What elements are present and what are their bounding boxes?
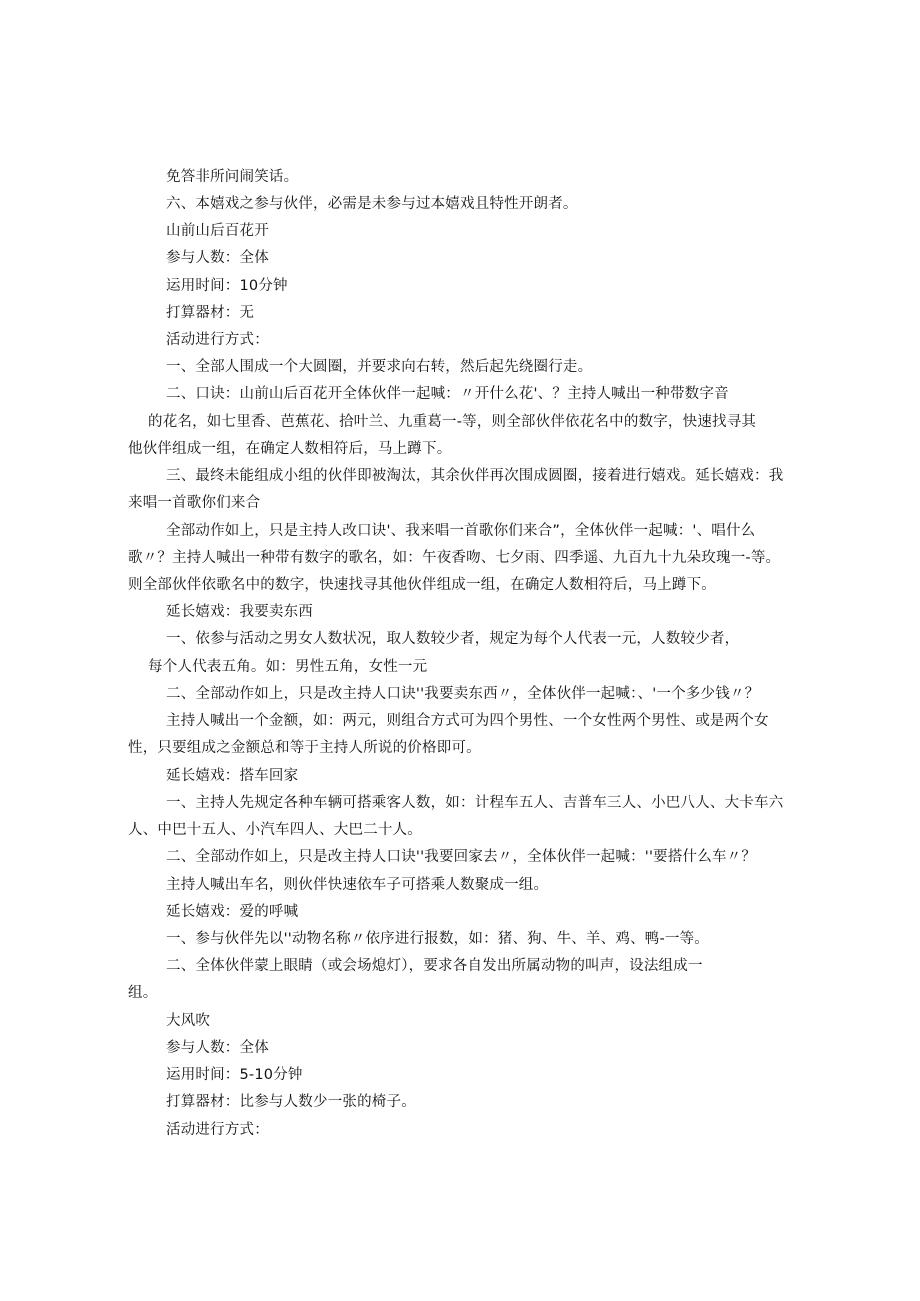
text-line: 一、参与伙伴先以''动物名称〃依序进行报数，如：猪、狗、牛、羊、鸡、鸭-一等。 — [166, 931, 710, 947]
text-line: 打算器材：比参与人数少一张的椅子。 — [166, 1094, 416, 1110]
text-line: 全部动作如上，只是主持人改口诀'、我来唱一首歌你们来合”，全体伙伴一起喊：'、唱什么 — [166, 523, 756, 539]
text-line: 运用时间：10分钟 — [166, 278, 288, 294]
text-line: 来唱一首歌你们来合 — [128, 495, 261, 511]
text-line: 他伙伴组成一组，在确定人数相符后，马上蹲下。 — [128, 441, 452, 457]
section-title: 延长嬉戏：我要卖东西 — [166, 604, 313, 620]
section-title: 大风吹 — [166, 1013, 211, 1029]
text-line: 组。 — [128, 985, 158, 1001]
section-title: 延长嬉戏：爱的呼喊 — [166, 904, 299, 920]
text-line: 活动进行方式： — [166, 332, 269, 348]
text-line: 六、本嬉戏之参与伙伴，必需是未参与过本嬉戏且特性开朗者。 — [166, 196, 578, 212]
text-line: 免答非所问闹笑话。 — [166, 169, 299, 185]
text-line: 主持人喊出车名，则伙伴快速依车子可搭乘人数聚成一组。 — [166, 877, 549, 893]
text-line: 二、口诀：山前山后百花开全体伙伴一起喊：〃开什么花'、？主持人喊出一种带数字音 — [166, 386, 729, 402]
text-line: 则全部伙伴依歌名中的数字，快速找寻其他伙伴组成一组，在确定人数相符后，马上蹲下。 — [128, 577, 716, 593]
text-line: 三、最终未能组成小组的伙伴即被淘汰，其余伙伴再次围成圆圈，接着进行嬉戏。延长嬉戏：我 — [166, 468, 784, 484]
text-line: 活动进行方式： — [166, 1122, 269, 1138]
text-line: 一、主持人先规定各种车辆可搭乘客人数，如：计程车五人、吉普车三人、小巴八人、大卡车六 — [166, 795, 784, 811]
text-line: 每个人代表五角。如：男性五角，女性一元 — [148, 659, 428, 675]
text-line: 参与人数：全体 — [166, 250, 269, 266]
text-line: 二、全部动作如上，只是改主持人口诀''我要卖东西〃，全体伙伴一起喊：、'一个多少钱〃？ — [166, 686, 760, 702]
text-line: 一、全部人围成一个大圆圈，并要求向右转，然后起先绕圈行走。 — [166, 359, 593, 375]
text-line: 歌〃？主持人喊出一种带有数字的歌名，如：午夜香吻、七夕雨、四季遥、九百九十九朵玫瑰一-等。 — [128, 550, 781, 566]
text-line: 的花名，如七里香、芭蕉花、拾叶兰、九重葛一-等，则全部伙伴依花名中的数字，快速找寻其 — [148, 414, 757, 430]
text-line: 人、中巴十五人、小汽车四人、大巴二十人。 — [128, 822, 422, 838]
text-line: 二、全部动作如上，只是改主持人口诀''我要回家去〃，全体伙伴一起喊：''要搭什么车〃？ — [166, 849, 757, 865]
text-line: 性，只要组成之金额总和等于主持人所说的价格即可。 — [128, 740, 481, 756]
text-line: 主持人喊出一个金额，如：两元，则组合方式可为四个男性、一个女性两个男性、或是两个女 — [166, 713, 769, 729]
text-line: 参与人数：全体 — [166, 1040, 269, 1056]
text-line: 二、全体伙伴蒙上眼睛（或会场熄灯），要求各自发出所属动物的叫声，设法组成一 — [166, 958, 703, 974]
section-title: 山前山后百花开 — [166, 223, 269, 239]
text-line: 打算器材：无 — [166, 305, 255, 321]
section-title: 延长嬉戏：搭车回家 — [166, 768, 299, 784]
text-line: 运用时间：5-10分钟 — [166, 1067, 303, 1083]
text-line: 一、依参与活动之男女人数状况，取人数较少者，规定为每个人代表一元，人数较少者， — [166, 631, 740, 647]
